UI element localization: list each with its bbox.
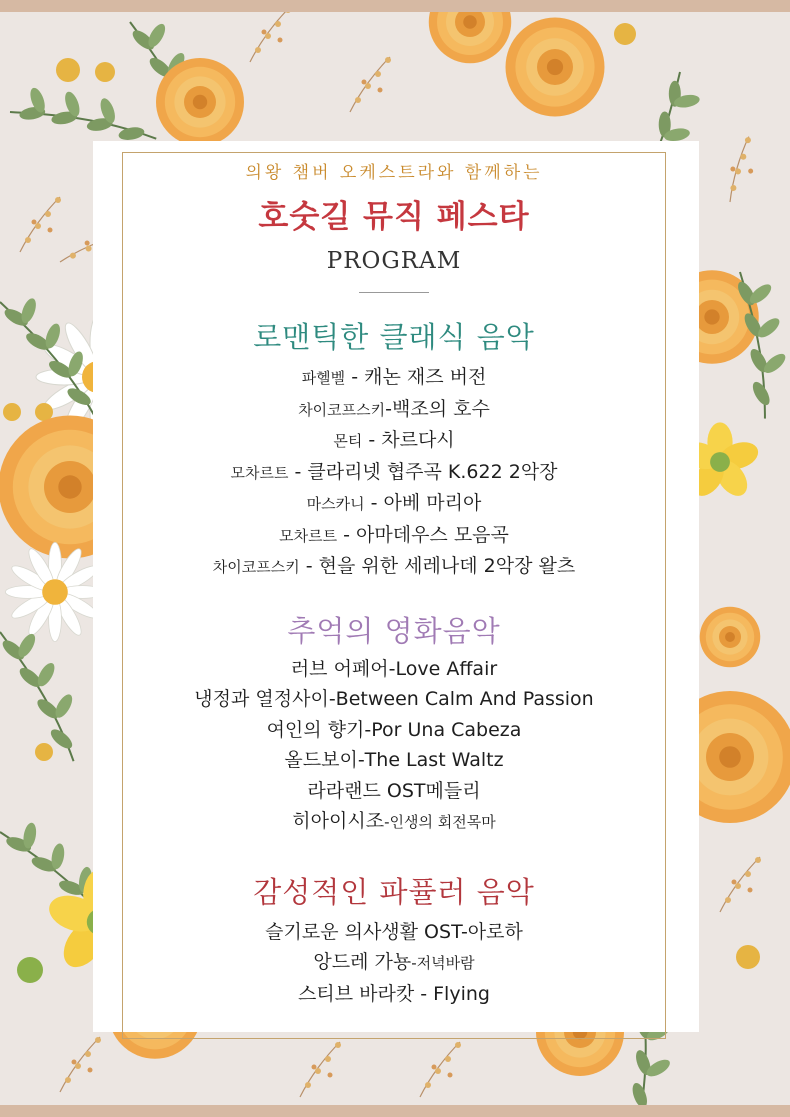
daisy-icon [5,542,104,641]
section-heading: 로맨틱한 클래식 음악 [253,320,535,354]
section-list [122,654,666,838]
berry-sprig-icon [250,12,291,62]
list-item: 히아이시조-인생의 회전목마 [292,810,496,832]
list-item: 올드보이-The Last Waltz [284,749,504,771]
berry-sprig-icon [20,197,61,252]
list-item: 스티브 바라캇 - Flying [298,982,490,1005]
list-item: 앙드레 가뇽-저녁바람 [313,951,475,973]
subtitle: 의왕 챔버 오케스트라와 함께하는 [245,163,543,183]
section-list [122,362,666,583]
list-item: 러브 어페어-Love Affair [290,657,498,680]
list-item: 슬기로운 의사생활 OST-아로하 [265,920,523,943]
berry-sprig-icon [60,1037,101,1092]
bud-icon [35,743,53,761]
list-item: 마스카니 - 아베 마리아 [306,492,482,514]
program-label: PROGRAM [326,248,462,274]
poster [0,12,790,1105]
bud-icon [736,945,760,969]
list-item: 라라랜드 OST메들리 [307,779,481,802]
dahlia-icon [506,17,605,116]
berry-sprig-icon [300,1042,341,1097]
bud-icon [95,62,115,82]
section-list [122,917,666,1010]
bud-icon [614,23,636,45]
program-content [122,152,666,1009]
section-heading: 추억의 영화음악 [287,613,501,648]
berry-sprig-icon [720,857,761,912]
list-item: 냉정과 열정사이-Between Calm And Passion [194,688,594,710]
dahlia-icon [700,607,761,668]
page-title: 호숫길 뮤직 페스타 [258,199,530,235]
berry-sprig-icon [350,57,391,112]
bud-icon [3,403,21,421]
berry-sprig-icon [420,1042,461,1097]
section-heading: 감성적인 파퓰러 음악 [253,874,535,909]
list-item: 여인의 향기-Por Una Cabeza [266,718,522,741]
list-item: 몬티 - 차르다시 [333,429,455,451]
list-item: 차이코프스키 - 현을 위한 세레나데 2악장 왈츠 [212,555,576,577]
berry-sprig-icon [711,136,768,202]
dahlia-icon [429,12,512,63]
dahlia-icon [156,58,244,146]
list-item: 파헬벨 - 캐논 재즈 버전 [301,366,487,388]
list-item: 모차르트 - 아마데우스 모음곡 [279,523,509,546]
list-item: 모차르트 - 클라리넷 협주곡 K.622 2악장 [230,460,558,483]
list-item: 차이코프스키-백조의 호수 [298,397,490,420]
bud-icon [56,58,80,82]
divider [359,292,429,293]
bud-icon [17,957,43,983]
